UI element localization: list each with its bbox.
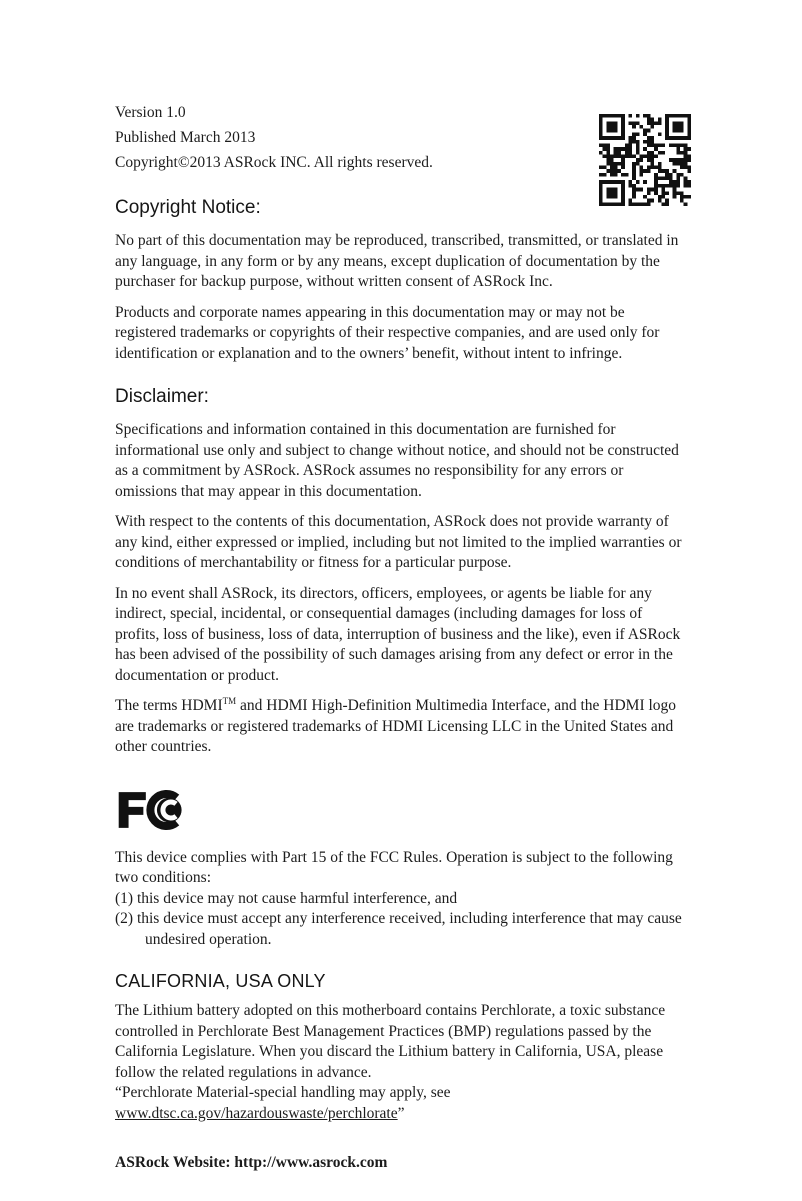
copyright-paragraph-2: Products and corporate names appearing in this documentation may or may not be registered trademarks or copyrights of their respective companies, and are used only for identification or explanation and to the owners’ benefit, without intent to infringe. [115, 303, 660, 362]
california-heading: CALIFORNIA, USA ONLY [115, 971, 326, 991]
fcc-condition-2: (2) this device must accept any interference received, including interference that may cause undesired operation. [115, 910, 682, 948]
quote-text-post: ” [397, 1104, 405, 1122]
california-paragraph: The Lithium battery adopted on this motherboard contains Perchlorate, a toxic substance controlled in Perchlorate Best Management Practices (BMP) regulations passed by the California Legislature. When you discard the Lithium battery in California, USA, please follow the related regulations in advance. [115, 1002, 666, 1081]
fcc-statement: This device complies with Part 15 of the FCC Rules. Operation is subject to the following two conditions: [115, 848, 673, 886]
copyright-paragraph-1: No part of this documentation may be reproduced, transcribed, transmitted, or translated in any language, in any form or by any means, except duplication of documentation by the purchaser for backup purpose, without written consent of ASRock Inc. [115, 232, 679, 290]
hdmi-trademark-paragraph [115, 696, 689, 758]
hdmi-text-pre: The terms HDMI [115, 697, 223, 714]
disclaimer-paragraph-1: Specifications and information contained in this documentation are furnished for informational use only and subject to change without notice, and should not be constructed as a commitment by ASRock. ASRock assumes no responsibility for any errors or omissions that may appear in this documentation. [115, 421, 679, 500]
page-content [115, 100, 689, 1172]
perchlorate-link[interactable]: www.dtsc.ca.gov/hazardouswaste/perchlorate [115, 1104, 398, 1122]
disclaimer-paragraph-3: In no event shall ASRock, its directors, officers, employees, or agents be liable for any indirect, special, incidental, or consequential damages (including damages for loss of profits, loss of business, loss of data, interruption of business and the like), even if ASRock has been advised of the possibility of such damages arising from any defect or error in the documentation or product. [115, 584, 681, 684]
hdmi-text-post: and HDMI High-Definition Multimedia Interface, and the HDMI logo are trademarks or registered trademarks of HDMI Licensing LLC in the United States and other countries. [115, 697, 677, 755]
published-line: Published March 2013 [115, 129, 256, 146]
trademark-superscript: TM [222, 695, 237, 706]
copyright-notice-heading: Copyright Notice: [115, 197, 261, 218]
perchlorate-quote [115, 1083, 689, 1124]
fcc-condition-1: (1) this device may not cause harmful interference, and [115, 889, 458, 907]
asrock-website-line: ASRock Website: http://www.asrock.com [115, 1154, 388, 1171]
quote-text-pre: “Perchlorate Material-special handling may apply, see [115, 1084, 451, 1101]
disclaimer-paragraph-2: With respect to the contents of this documentation, ASRock does not provide warranty of any kind, either expressed or implied, including but not limited to the implied warranties or conditions of merchantability or fitness for a particular purpose. [115, 513, 682, 571]
fcc-logo [115, 782, 189, 838]
version-line: Version 1.0 [115, 104, 186, 121]
copyright-line: Copyright©2013 ASRock INC. All rights reserved. [115, 154, 433, 171]
disclaimer-heading: Disclaimer: [115, 386, 209, 407]
